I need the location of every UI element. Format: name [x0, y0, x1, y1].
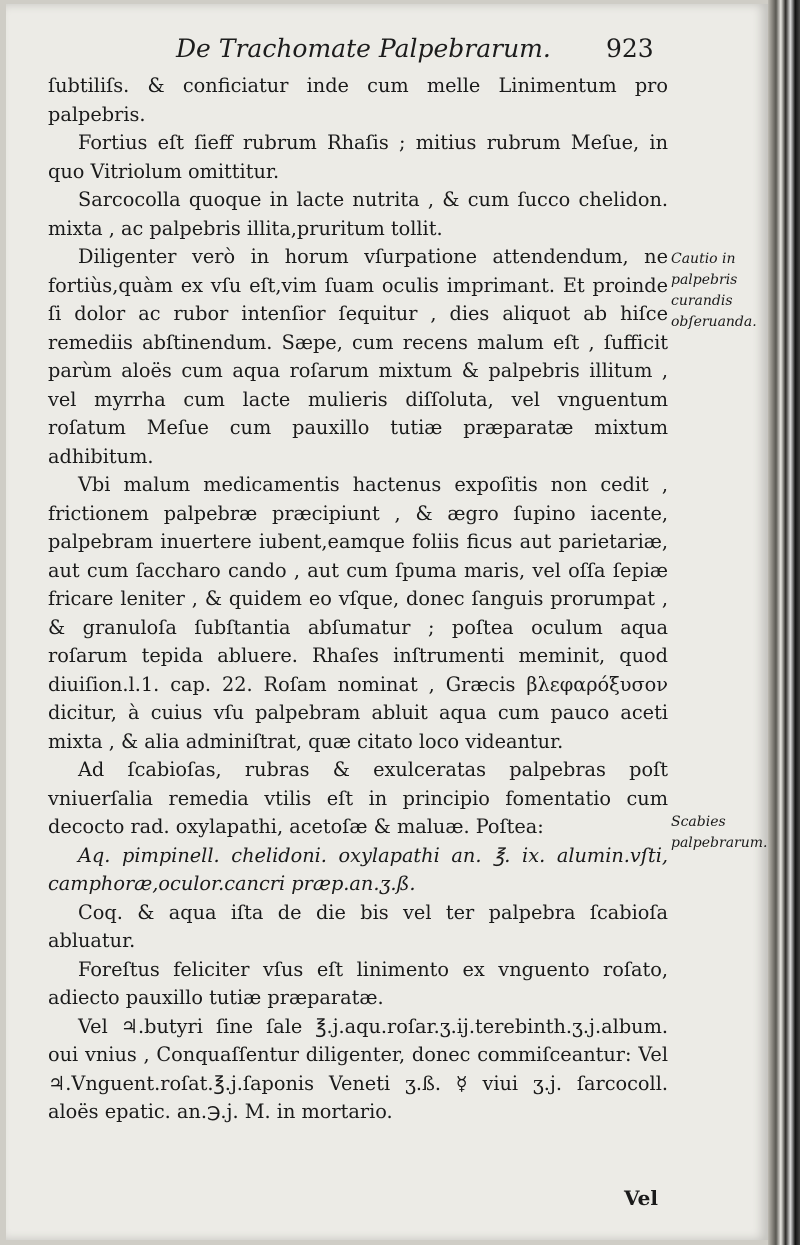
paragraph-4: Diligenter verò in horum vſurpatione attendendum, ne fortiùs,quàm ex vſu eſt,vim ſuam oculis imprimant. Et proinde ſi dolor ac rubor intenſior ſequitur , dies aliquot ab hiſce remediis abſtinendum. Sæpe, cum recens malum eſt , ſufficit parùm aloës cum aqua roſarum mixtum & palpebris illitum , vel myrrha cum lacte mulieris diſſoluta, vel vnguentum roſatum Meſue cum pauxillo tutiæ præparatæ mixtum adhibitum.: [48, 245, 668, 468]
paragraph-6: Ad ſcabioſas, rubras & exulceratas palpebras poſt vniuerſalia remedia vtilis eſt in principio fomentatio cum decocto rad. oxylapathi, acetoſæ & maluæ. Poſtea:: [48, 758, 668, 838]
paragraph-5: Vbi malum medicamentis hactenus expoſitis non cedit , frictionem palpebræ præcipiunt , & ægro ſupino iacente, palpebram inuertere iubent,eamque foliis ficus aut parietariæ, aut cum ſaccharo cando , aut cum ſpuma maris, vel oſſa ſepiæ fricare leniter , & quidem eo vſque, donec ſanguis prorumpat , & granuloſa ſubſtantia abſumatur ; poſtea oculum aqua roſarum tepida abluere. Rhaſes inſtrumenti meminit, quod diuiſion.l.1. cap. 22. Roſam nominat , Græcis βλεφαρόξυσον dicitur, à cuius vſu palpebram abluit aqua cum pauco aceti mixta , & alia adminiſtrat, quæ citato loco videantur.: [48, 473, 668, 753]
book-page: [6, 4, 768, 1240]
margin-note-cautio: Cautio in palpebris curandis obſeruanda.: [671, 251, 757, 330]
margin-note-scabies: Scabies palpebrarum.: [671, 814, 768, 851]
page-number: 923: [606, 34, 654, 63]
paragraph-7: Coq. & aqua iſta de die bis vel ter palpebra ſcabioſa abluatur.: [48, 900, 668, 952]
main-text: [48, 72, 668, 1127]
paragraph-1: ſubtiliſs. & conficiatur inde cum melle Linimentum pro palpebris.: [48, 74, 668, 126]
paragraph-3: Sarcocolla quoque in lacte nutrita , & cum ſucco chelidon. mixta , ac palpebris illita,pruritum tollit.: [48, 188, 668, 240]
catchword: Vel: [624, 1186, 659, 1210]
recipe-1: Aq. pimpinell. chelidoni. oxylapathi an. ℥. ix. alumin.vſti, camphoræ,oculor.cancri præp.an.ʒ.ß.: [48, 843, 668, 895]
paragraph-8: Foreſtus feliciter vſus eſt linimento ex vnguento roſato, adiecto pauxillo tutiæ præparatæ.: [48, 957, 668, 1009]
book-page-edge: [768, 0, 800, 1245]
running-title: De Trachomate Palpebrarum.: [176, 34, 551, 63]
recipe-2: Vel ♃.butyri ſine ſale ℥.j.aqu.roſar.ʒ.ij.terebinth.ʒ.j.album. oui vnius , Conquaſſentur diligenter, donec commiſceantur: Vel ♃.Vnguent.roſat.℥.j.ſaponis Veneti ʒ.ß. ☿ viui ʒ.j. ſarcocoll. aloës epatic. an.℈.j. M. in mortario.: [48, 1014, 668, 1123]
paragraph-2: Fortius eſt ſieff rubrum Rhaſis ; mitius rubrum Meſue, in quo Vitriolum omittitur.: [48, 131, 668, 183]
